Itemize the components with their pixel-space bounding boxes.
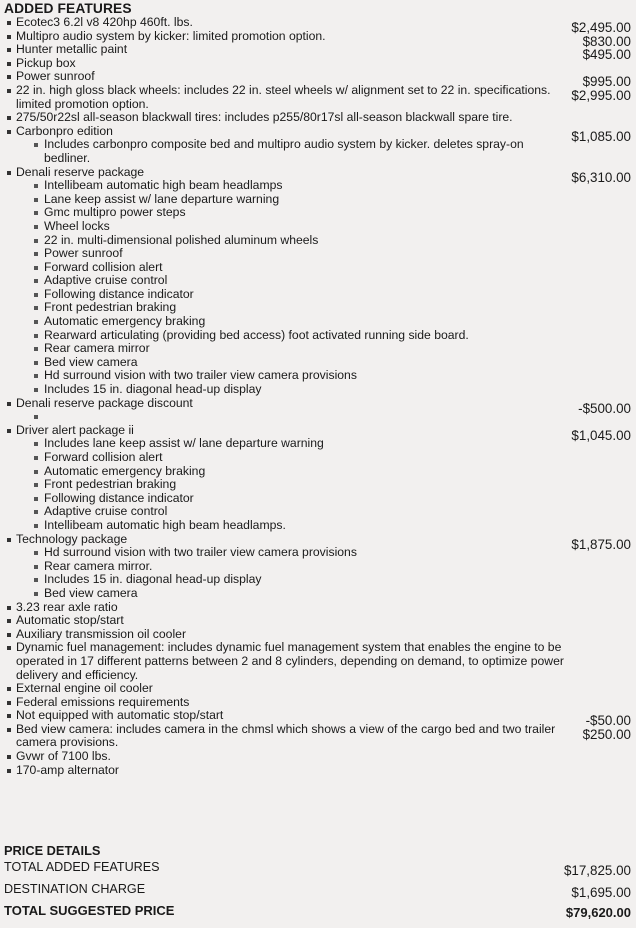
feature-item (0, 57, 636, 71)
sub-feature-label: Following distance indicator (44, 490, 194, 505)
sub-feature-label: Adaptive cruise control (44, 273, 168, 288)
feature-item (0, 723, 636, 750)
bullet-icon (34, 306, 38, 310)
feature-label: Hunter metallic paint (16, 42, 128, 57)
feature-item (0, 750, 636, 764)
feature-label: Multipro audio system by kicker: limited promotion option. (16, 28, 326, 43)
sub-feature-item (16, 193, 566, 207)
bullet-icon (34, 211, 38, 215)
bullet-icon (34, 578, 38, 582)
sub-feature-label: Following distance indicator (44, 286, 194, 301)
bullet-icon (7, 728, 11, 732)
feature-label: 275/50r22sl all-season blackwall tires: includes p255/80r17sl all-season blackwall spare tire. (16, 110, 513, 125)
sub-feature-item (16, 220, 566, 234)
price-row-total-suggested (0, 903, 636, 923)
feature-label: Not equipped with automatic stop/start (16, 708, 224, 723)
sub-feature-item (16, 342, 566, 356)
bullet-icon (34, 388, 38, 392)
bullet-icon (7, 701, 11, 705)
feature-label: Auxiliary transmission oil cooler (16, 626, 187, 641)
sub-feature-label: Intellibeam automatic high beam headlamps (44, 178, 283, 193)
feature-label: 22 in. high gloss black wheels: includes 22 in. steel wheels w/ alignment set to 22 in. specifications. limited promotion option. (16, 82, 551, 111)
bullet-icon (34, 198, 38, 202)
sub-feature-item (16, 301, 566, 315)
sub-feature-label: Bed view camera (44, 354, 138, 369)
feature-label: Automatic stop/start (16, 613, 124, 628)
bullet-icon (7, 429, 11, 433)
sub-feature-item (16, 315, 566, 329)
sub-feature-label: Lane keep assist w/ lane departure warning (44, 191, 280, 206)
price-details (0, 843, 636, 923)
bullet-icon (34, 374, 38, 378)
sub-feature-label: Wheel locks (44, 218, 110, 233)
sub-feature-item (16, 383, 566, 397)
sub-feature-item (16, 274, 566, 288)
sub-feature-item (16, 261, 566, 275)
sub-feature-label: Bed view camera (44, 585, 138, 600)
bullet-icon (34, 483, 38, 487)
feature-sublist (16, 546, 566, 600)
feature-item (0, 166, 636, 397)
sub-feature-item (16, 519, 566, 533)
bullet-icon (34, 334, 38, 338)
feature-item (0, 708, 636, 729)
sub-feature-item (16, 138, 566, 165)
feature-price: $2,495.00 (571, 20, 631, 35)
bullet-icon (7, 35, 11, 39)
bullet-icon (34, 184, 38, 188)
sub-feature-item (16, 546, 566, 560)
price-row-destination (0, 881, 636, 903)
feature-sublist (16, 437, 566, 532)
feature-item (0, 696, 636, 710)
sub-feature-item (16, 234, 566, 248)
feature-item (0, 424, 636, 533)
sub-feature-item (16, 356, 566, 370)
sub-feature-label: Forward collision alert (44, 450, 163, 464)
bullet-icon (7, 619, 11, 623)
sub-feature-item (16, 329, 566, 343)
sub-feature-label: Rearward articulating (providing bed access) foot activated running side board. (44, 327, 469, 342)
bullet-icon (34, 293, 38, 297)
bullet-icon (34, 279, 38, 283)
price-row-value: $17,825.00 (563, 863, 631, 878)
sub-feature-item (16, 505, 566, 519)
bullet-icon (7, 116, 11, 120)
sub-feature-label: Front pedestrian braking (44, 300, 177, 315)
sub-feature-label: 22 in. multi-dimensional polished aluminum wheels (44, 232, 319, 247)
feature-label: Bed view camera: includes camera in the chmsl which shows a view of the cargo bed and two trailer camera provisions. (16, 721, 556, 750)
price-row-label: DESTINATION CHARGE (4, 882, 146, 896)
feature-item (0, 125, 636, 166)
total-value: $79,620.00 (565, 905, 631, 920)
feature-item (0, 764, 636, 778)
feature-price: $2,995.00 (571, 87, 631, 103)
feature-label: External engine oil cooler (16, 681, 153, 696)
bullet-icon (7, 606, 11, 610)
sub-feature-item (16, 179, 566, 193)
sub-feature-item (16, 587, 566, 601)
sub-feature-item (16, 288, 566, 302)
sub-feature-label: Hd surround vision with two trailer view camera provisions (44, 368, 357, 383)
sub-feature-label: Includes 15 in. diagonal head-up display (44, 572, 262, 587)
sub-feature-label: Automatic emergency braking (44, 314, 206, 329)
feature-item (0, 601, 636, 615)
feature-label: Gvwr of 7100 lbs. (16, 749, 111, 764)
feature-sublist (16, 179, 566, 397)
feature-price: $830.00 (582, 33, 631, 49)
feature-label: Dynamic fuel management: includes dynamic fuel management system that enables the engine to be operated in 17 different patterns between 2 and 8 cylinders, depending on demand, to optimize power delivery and efficiency. (16, 640, 564, 682)
feature-sublist (16, 138, 566, 165)
feature-price: $250.00 (582, 726, 631, 742)
sub-feature-item (16, 437, 566, 451)
feature-item (0, 84, 636, 111)
bullet-icon (34, 524, 38, 528)
sub-feature-label: Automatic emergency braking (44, 463, 206, 478)
sub-feature-label: Rear camera mirror. (44, 558, 153, 573)
sub-feature-label: Includes carbonpro composite bed and multipro audio system by kicker. deletes spray-on bedliner. (44, 137, 524, 165)
sub-feature-label: Power sunroof (44, 246, 123, 261)
bullet-icon (34, 266, 38, 270)
feature-price: -$50.00 (585, 713, 631, 729)
feature-price: $1,085.00 (571, 128, 631, 144)
bullet-icon (7, 75, 11, 79)
sub-feature-label: Forward collision alert (44, 259, 163, 274)
feature-label: Ecotec3 6.2l v8 420hp 460ft. lbs. (16, 15, 193, 29)
bullet-icon (7, 714, 11, 718)
bullet-icon (7, 538, 11, 542)
bullet-icon (7, 62, 11, 66)
price-row-total-added (0, 859, 636, 881)
feature-label: Pickup box (16, 55, 76, 70)
bullet-icon (34, 347, 38, 351)
bullet-icon (7, 402, 11, 406)
feature-item (0, 614, 636, 628)
bullet-icon (34, 510, 38, 514)
bullet-icon (7, 633, 11, 637)
feature-label: Federal emissions requirements (16, 694, 190, 709)
feature-label: Power sunroof (16, 69, 95, 84)
bullet-icon (7, 89, 11, 93)
feature-item (0, 628, 636, 642)
sub-feature-item (16, 465, 566, 479)
bullet-icon (34, 143, 38, 147)
sub-feature-label: Hd surround vision with two trailer view camera provisions (44, 545, 357, 560)
bullet-icon (34, 497, 38, 501)
feature-price: $495.00 (582, 47, 631, 63)
feature-label: Denali reserve package discount (16, 395, 193, 410)
sub-feature-item (16, 492, 566, 506)
bullet-icon (34, 551, 38, 555)
bullet-icon (34, 415, 38, 419)
sub-feature-label: Adaptive cruise control (44, 504, 168, 519)
bullet-icon (34, 361, 38, 365)
feature-item (0, 682, 636, 696)
feature-label: Denali reserve package (16, 164, 145, 179)
feature-label: Technology package (16, 531, 128, 546)
feature-label: Driver alert package ii (16, 422, 134, 437)
bullet-icon (7, 130, 11, 134)
sub-feature-label: Intellibeam automatic high beam headlamps. (44, 517, 286, 532)
feature-price: $6,310.00 (571, 169, 631, 185)
sub-feature-item (16, 478, 566, 492)
bullet-icon (7, 646, 11, 650)
feature-item (0, 15, 636, 35)
bullet-icon (34, 456, 38, 460)
total-label: TOTAL SUGGESTED PRICE (4, 903, 175, 918)
bullet-icon (34, 565, 38, 569)
feature-label: Carbonpro edition (16, 123, 113, 138)
sub-feature-item (16, 560, 566, 574)
bullet-icon (7, 171, 11, 175)
bullet-icon (34, 225, 38, 229)
bullet-icon (7, 687, 11, 691)
sub-feature-item (16, 206, 566, 220)
feature-item (0, 533, 636, 601)
sub-feature-label: Gmc multipro power steps (44, 205, 186, 220)
feature-price: $995.00 (582, 74, 631, 90)
bullet-icon (34, 592, 38, 596)
bullet-icon (34, 442, 38, 446)
sub-feature-item (16, 410, 566, 424)
added-features-heading: ADDED FEATURES (4, 1, 132, 16)
features-list (0, 16, 636, 777)
bullet-icon (7, 769, 11, 773)
feature-label: 3.23 rear axle ratio (16, 599, 118, 614)
sub-feature-label: Includes 15 in. diagonal head-up display (44, 382, 262, 397)
feature-item (0, 28, 636, 49)
sub-feature-label: Rear camera mirror (44, 341, 150, 356)
bullet-icon (7, 21, 11, 25)
price-details-heading: PRICE DETAILS (4, 843, 101, 858)
sub-feature-item (16, 451, 566, 465)
bullet-icon (34, 252, 38, 256)
sub-feature-label: Includes lane keep assist w/ lane departure warning (44, 436, 324, 451)
feature-item (0, 111, 636, 125)
sub-feature-label: Front pedestrian braking (44, 477, 177, 492)
bullet-icon (7, 48, 11, 52)
price-row-value: $1,695.00 (571, 885, 631, 900)
feature-price: $1,045.00 (571, 427, 631, 443)
feature-sublist (16, 410, 566, 424)
price-row-label: TOTAL ADDED FEATURES (4, 860, 160, 874)
feature-label: 170-amp alternator (16, 762, 119, 777)
feature-item (0, 397, 636, 424)
bullet-icon (34, 320, 38, 324)
feature-price: $1,875.00 (571, 536, 631, 552)
sub-feature-item (16, 573, 566, 587)
sub-feature-item (16, 369, 566, 383)
sub-feature-item (16, 247, 566, 261)
bullet-icon (34, 470, 38, 474)
bullet-icon (7, 755, 11, 759)
feature-price: -$500.00 (578, 400, 631, 416)
bullet-icon (34, 239, 38, 243)
sub-feature-label (44, 409, 47, 423)
feature-item (0, 69, 636, 90)
feature-item (0, 641, 636, 682)
